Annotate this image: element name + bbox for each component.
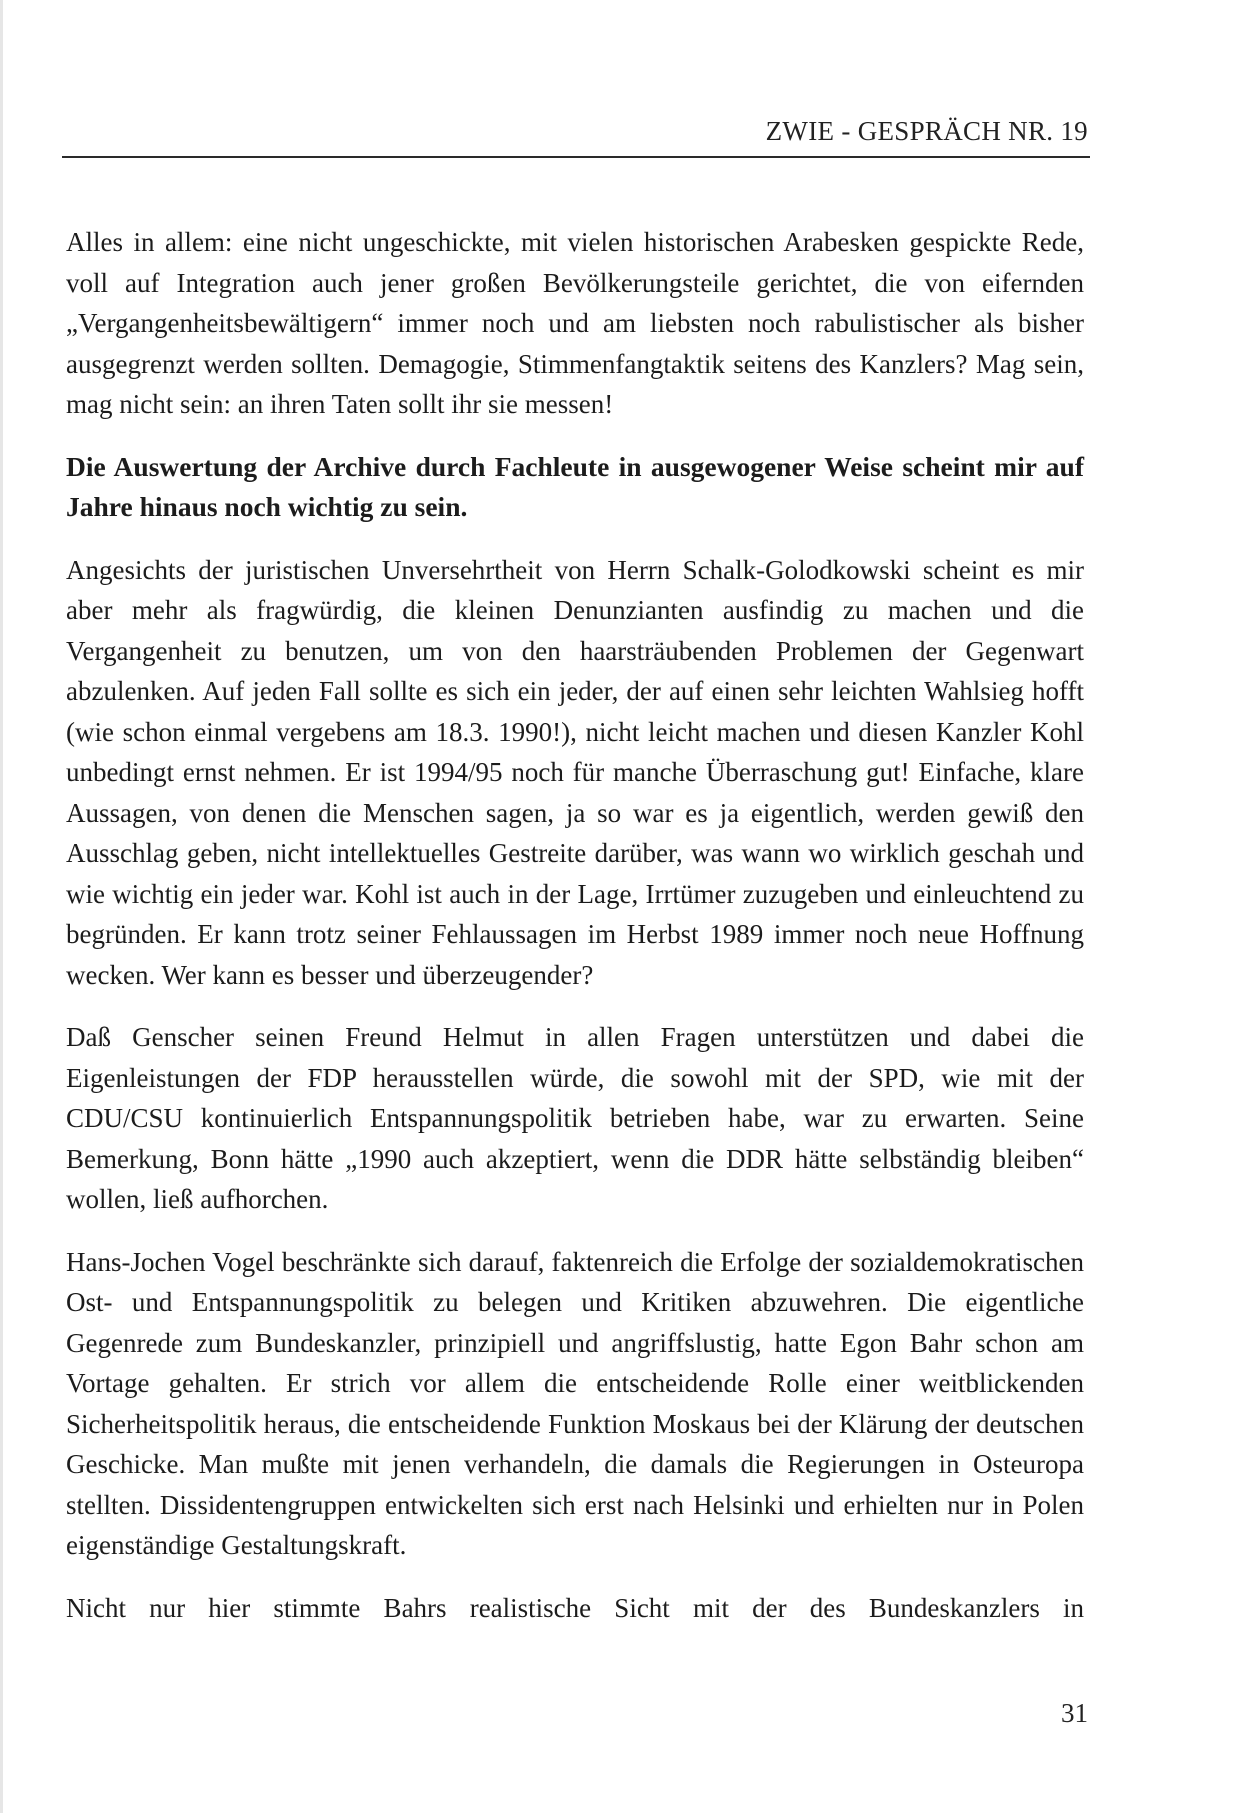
paragraph-5: Hans-Jochen Vogel beschränkte sich darauf, faktenreich die Erfolge der sozialdemokratischen Ost- und Entspannungspolitik zu belegen und Kritiken abzuwehren. Die eigentliche Gegenrede zum Bundeskanzler, prinzipiell und angriffslustig, hatte Egon Bahr schon am Vortage gehalten. Er strich vor allem die entscheidende Rolle einer weitblickenden Sicherheitspolitik heraus, die entscheidende Funktion Moskaus bei der Klärung der deutschen Geschicke. Man mußte mit jenen verhandeln, die damals die Regierungen in Osteuropa stellten. Dissidentengruppen entwickelten sich erst nach Helsinki und erhielten nur in Polen eigenständige Gestaltungskraft. (66, 1246, 1084, 1560)
header-rule (62, 156, 1090, 158)
paragraph-6: Nicht nur hier stimmte Bahrs realistische Sicht mit der des Bundeskanzlers in (66, 1592, 1084, 1623)
paragraph-4: Daß Genscher seinen Freund Helmut in allen Fragen unterstützen und dabei die Eigenleistungen der FDP herausstellen würde, die sowohl mit der SPD, wie mit der CDU/CSU kontinuierlich Entspannungspolitik betrieben habe, war zu erwarten. Seine Bemerkung, Bonn hätte „1990 auch akzeptiert, wenn die DDR hätte selbständig bleiben“ wollen, ließ aufhorchen. (66, 1022, 1084, 1214)
paragraph-1: Alles in allem: eine nicht ungeschickte, mit vielen historischen Arabesken gespickte Rede, voll auf Integration auch jener großen Bevölkerungsteile gerichtet, die von eifernden „Vergangenheitsbewältigern“ immer noch und am liebsten noch rabulistischer als bisher ausgegrenzt werden sollten. Demagogie, Stimmenfangtaktik seitens des Kanzlers? Mag sein, mag nicht sein: an ihren Taten sollt ihr sie messen! (66, 227, 1084, 419)
paragraph-3: Angesichts der juristischen Unversehrtheit von Herrn Schalk-Golodkowski scheint es mir aber mehr als fragwürdig, die kleinen Denunzianten ausfindig zu machen und die Vergangenheit zu benutzen, um von den haarsträubenden Problemen der Gegenwart abzulenken. Auf jeden Fall sollte es sich ein jeder, der auf einen sehr leichten Wahlsieg hofft (wie schon einmal vergebens am 18.3. 1990!), nicht leicht machen und diesen Kanzler Kohl unbedingt ernst nehmen. Er ist 1994/95 noch für manche Überraschung gut! Einfache, klare Aussagen, von denen die Menschen sagen, ja so war es ja eigentlich, werden gewiß den Ausschlag geben, nicht intellektuelles Gestreite darüber, was wann wo wirklich geschah und wie wichtig ein jeder war. Kohl ist auch in der Lage, Irrtümer zuzugeben und einleuchtend zu begründen. Er kann trotz seiner Fehlaussagen im Herbst 1989 immer noch neue Hoffnung wecken. Wer kann es besser und überzeugender? (66, 554, 1084, 990)
paragraph-2-bold: Die Auswertung der Archive durch Fachleute in ausgewogener Weise scheint mir auf Jahre hinaus noch wichtig zu sein. (66, 450, 1084, 522)
running-header: ZWIE - GESPRÄCH NR. 19 (765, 116, 1088, 146)
page-number: 31 (1061, 1698, 1088, 1728)
body-text (66, 222, 1084, 1650)
page-edge (0, 0, 3, 1813)
